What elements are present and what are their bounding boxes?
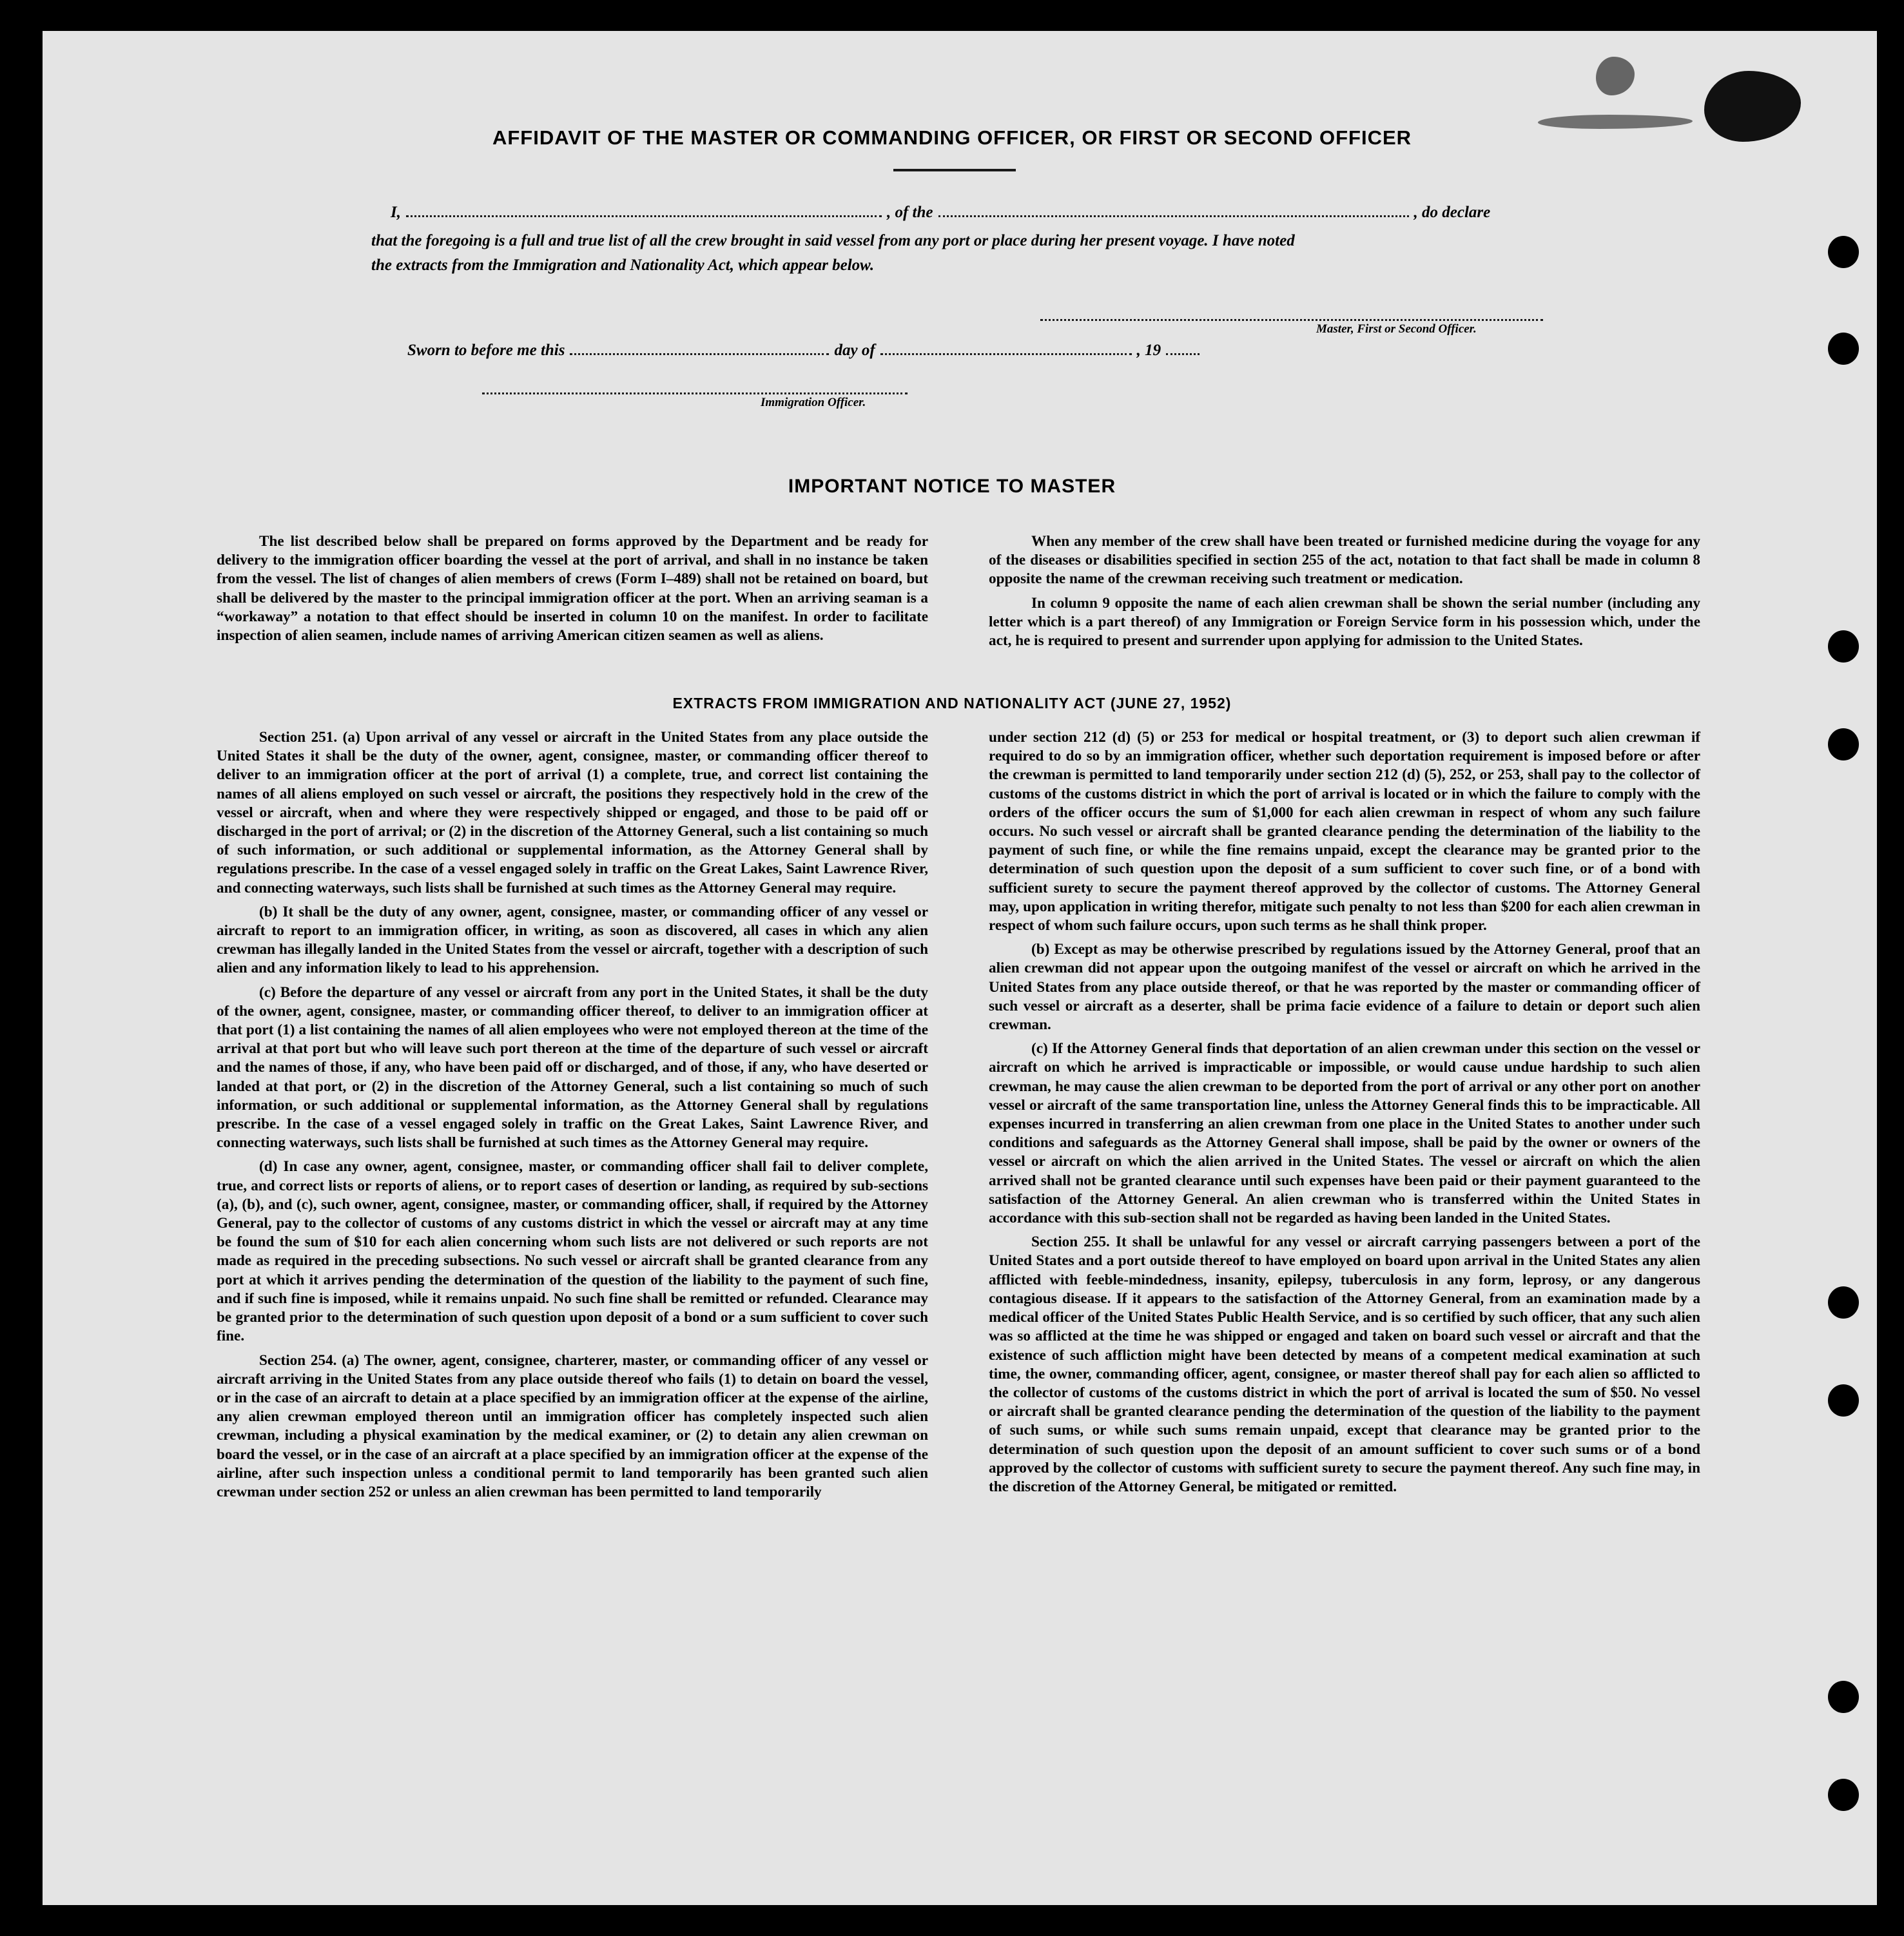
vessel-blank[interactable] [938,215,1409,217]
section-251-a: Section 251. (a) Upon arrival of any vessel or aircraft in the United States from any place outside the United States it shall be the duty of the owner, agent, consignee, master, or commanding officer thereof to deliver to an immigration officer at the port of arrival (1) a complete, true, and correct list containing the names of all aliens employed on such vessel or aircraft, the positions they respectively hold in the crew of the vessel or aircraft, when and where they were respectively shipped or engaged, and those to be paid off or discharged in the port of arrival; or (2) in the discretion of the Attorney General, such a list containing so much of such information, or such additional or supplemental information, as the Attorney General shall by regulations prescribe. In the case of a vessel engaged solely in traffic on the Great Lakes, Saint Lawrence River, and connecting waterways, such lists shall be furnished at such times as the Attorney General may require. [217,729,928,896]
title-divider [893,169,1016,171]
punch-hole [1828,236,1859,268]
section-255: Section 255. It shall be unlawful for any vessel or aircraft carrying passengers between a port of the United States and a port outside thereof to have employed on board upon arrival in the United States any alien afflicted with feeble-mindedness, insanity, epilepsy, tuberculosis in any form, leprosy, or any dangerous contagious disease. If it appears to the satisfaction of the Attorney General, from an examination made by a medical officer of the United States Public Health Service, and is so certified by such officer, that any such alien was so afflicted at the time he was shipped or engaged and taken on board such vessel or aircraft and that the existence of such affliction might have been detected by means of a competent medical examination at such time, the owner, commanding officer, agent, consignee, or master thereof shall pay for each alien so afflicted to the collector of customs of the customs district in which the port of arrival is located the sum of $50. No vessel or aircraft shall be granted clearance pending the determination of the question of the liability to the payment of such sums, or while such sums remain unpaid, except that clearance may be granted prior to the determination of such question upon the deposit of an amount sufficient to cover such sums or of a bond approved by the collector of customs with sufficient surety to secure the payment thereof. Any such fine may, in the discretion of the Attorney General, be mitigated or remitted. [989,1234,1700,1495]
punch-hole [1828,1384,1859,1417]
officer-signature-line[interactable] [482,392,908,394]
section-251-d: (d) In case any owner, agent, consignee, master, or commanding officer shall fail to deliver complete, true, and correct lists or reports of aliens, or to report cases of desertion or landing, as required by sub-sections (a), (b), and (c), such owner, agent, consignee, master, or commanding officer, shall, if required by the Attorney General, pay to the collector of customs of any customs district in which the vessel or aircraft may at any time be found the sum of $10 for each alien concerning whom such lists are not delivered or such reports are not made as required in the preceding subsections. No such vessel or aircraft shall be granted clearance from any port at which it arrives pending the determination of the question of the liability to the payment of such fine, and if such fine is imposed, while it remains unpaid. No such fine shall be remitted or refunded. Clearance may be granted prior to the determination of such question upon deposit of a bond or a sum sufficient to cover such fine. [217,1158,928,1345]
notice-paragraph: When any member of the crew shall have been treated or furnished medicine during the voyage for any of the diseases or disabilities specified in section 255 of the act, notation to that fact shall be made in column 8 opposite the name of the crewman receiving such treatment or medication. [989,533,1700,588]
sworn-day-of: day of [834,342,875,359]
section-251-c: (c) Before the departure of any vessel or aircraft from any port in the United States, it shall be the duty of the owner, agent, consignee, master, or commanding officer thereof, to deliver to an immigration officer at that port (1) a list containing the names of all alien employees who were not employed thereon at the time of the arrival at that port but who will leave such port thereon at the time of the departure of such vessel or aircraft and the names of those, if any, who have been paid off or discharged, and of those, if any, who have deserted or landed at that port, or (2) in the discretion of the Attorney General, such a list containing so much of such information, or such additional or supplemental information, as the Attorney General shall by regulations prescribe. In the case of a vessel engaged solely in traffic on the Great Lakes, Saint Lawrence River, and connecting waterways, such lists shall be furnished at such times as the Attorney General may require. [217,983,928,1152]
extracts-title: EXTRACTS FROM IMMIGRATION AND NATIONALITY ACT (JUNE 27, 1952) [672,695,1232,711]
sworn-prefix: Sworn to before me this [407,342,565,359]
section-251-b: (b) It shall be the duty of any owner, agent, consignee, master, or commanding officer of any vessel or aircraft to report to an immigration officer, in writing, as soon as discovered, all cases in which any alien crewman has illegally landed in the United States from the vessel or aircraft, together with a description of such alien and any information likely to lead to his apprehension. [217,903,928,977]
punch-hole [1828,1779,1859,1811]
notice-paragraph: In column 9 opposite the name of each alien crewman shall be shown the serial number (including any letter which is a part thereof) of any Immigration or Foreign Service form in his possession which, under the act, he is required to present and surrender upon applying for admission to the United States. [989,594,1700,650]
ink-stain [1596,57,1635,95]
section-254-a-continued: under section 212 (d) (5) or 253 for medical or hospital treatment, or (3) to deport such alien crewman if required to do so by an immigration officer, whether such deportation requirement is imposed before or after the crewman is permitted to land temporarily under section 212 (d) (5), 252, or 253, shall pay to the collector of customs of the customs district in which the port of arrival is located or in which the failure to comply with the orders of the officer occurs the sum of $1,000 for each alien crewman in respect of whom any such failure occurs. No such vessel or aircraft shall be granted clearance pending the determination of the liability to the payment of such fine, or while the fine remains unpaid, except the clearance may be granted prior to the determination of such question upon the deposit of a sum sufficient to cover such fine, or of a bond with sufficient surety to secure the payment thereof approved by the collector of customs. The Attorney General may, upon application in writing therefor, mitigate such penalty to not less than $200 for each alien crewman in respect of whom such failure occurs, upon such terms as he shall think proper. [989,729,1700,934]
notice-title: IMPORTANT NOTICE TO MASTER [788,476,1116,497]
notice-right-column [989,532,1700,655]
punch-hole [1828,333,1859,365]
section-254-b: (b) Except as may be otherwise prescribed by regulations issued by the Attorney General, proof that an alien crewman did not appear upon the outgoing manifest of the vessel or aircraft on which he arrived in the United States from any place outside thereof, or that he was reported by the master or commanding officer of such vessel or aircraft as a deserter, shall be prima facie evidence of a failure to detain or deport such alien crewman. [989,941,1700,1034]
extracts-left-column [217,728,928,1507]
section-254-c: (c) If the Attorney General finds that deportation of an alien crewman under this section on the vessel or aircraft on which he arrived is impracticable or impossible, or would cause undue hardship to such alien crewman, he may cause the alien crewman to be deported from the port of arrival or any other port on another vessel or aircraft of the same transportation line, unless the Attorney General finds this to be impracticable. All expenses incurred in transferring an alien crewman from one place in the United States to another under such conditions and safeguards as the Attorney General shall impose, shall be paid by the owner or owners of the vessel or aircraft on which the alien arrived in the United States. The vessel or aircraft on which the alien arrived shall not be granted clearance until such expenses have been paid or their payment guaranteed to the satisfaction of the Attorney General. An alien crewman who is transferred within the United States in accordance with this sub-section shall not be regarded as having been landed in the United States. [989,1040,1700,1227]
declare-of-the: , of the [886,204,933,221]
statement-line-1: that the foregoing is a full and true list of all the crew brought in said vessel from any port or place during her present voyage. I have noted [371,232,1295,249]
master-signature-line[interactable] [1040,318,1543,321]
officer-signature-label: Immigration Officer. [761,396,866,409]
sworn-month-blank[interactable] [880,353,1132,355]
section-254-a: Section 254. (a) The owner, agent, consignee, charterer, master, or commanding officer of any vessel or aircraft arriving in the United States from any place outside thereof who fails (1) to detain on board the vessel, or in the case of an aircraft to detain at a place specified by an immigration officer at the expense of the airline, any alien crewman employed thereon until an immigration officer has completely inspected such alien crewman, including a physical examination by the medical examiner, or (2) to detain any alien crewman on board the vessel, or in the case of an aircraft at a place specified by an immigration officer at the expense of the airline, after such inspection unless a conditional permit to land temporarily has been granted such alien crewman under section 252 or unless an alien crewman has been permitted to land temporarily [217,1351,928,1500]
name-blank[interactable] [406,215,882,217]
sworn-year: , 19 [1136,342,1161,359]
sworn-line [407,342,1205,360]
punch-hole [1828,728,1859,760]
punch-hole [1828,1286,1859,1319]
declare-prefix: I, [391,204,401,221]
master-signature-label: Master, First or Second Officer. [1316,322,1477,336]
extracts-right-column [989,728,1700,1502]
notice-left-column [217,532,928,650]
declare-suffix: , do declare [1413,204,1491,221]
notice-paragraph: The list described below shall be prepared on forms approved by the Department and be ready for delivery to the immigration officer boarding the vessel at the port of arrival, and shall in no instance be taken from the vessel. The list of changes of alien members of crews (Form I–489) shall not be retained on board, but shall be delivered by the master to the principal immigration officer at the port. When an arriving seaman is a “workaway” a notation to that effect should be inserted in column 10 on the manifest. In order to facilitate inspection of alien seamen, include names of arriving American citizen seamen as well as aliens. [217,533,928,644]
sworn-year-blank[interactable] [1166,353,1200,355]
punch-hole [1828,1681,1859,1713]
affidavit-title: AFFIDAVIT OF THE MASTER OR COMMANDING OFFICER, OR FIRST OR SECOND OFFICER [492,126,1412,149]
sworn-day-blank[interactable] [570,353,829,355]
declaration-line [391,204,1490,222]
punch-hole [1828,630,1859,663]
statement-line-2: the extracts from the Immigration and Nationality Act, which appear below. [371,257,875,274]
